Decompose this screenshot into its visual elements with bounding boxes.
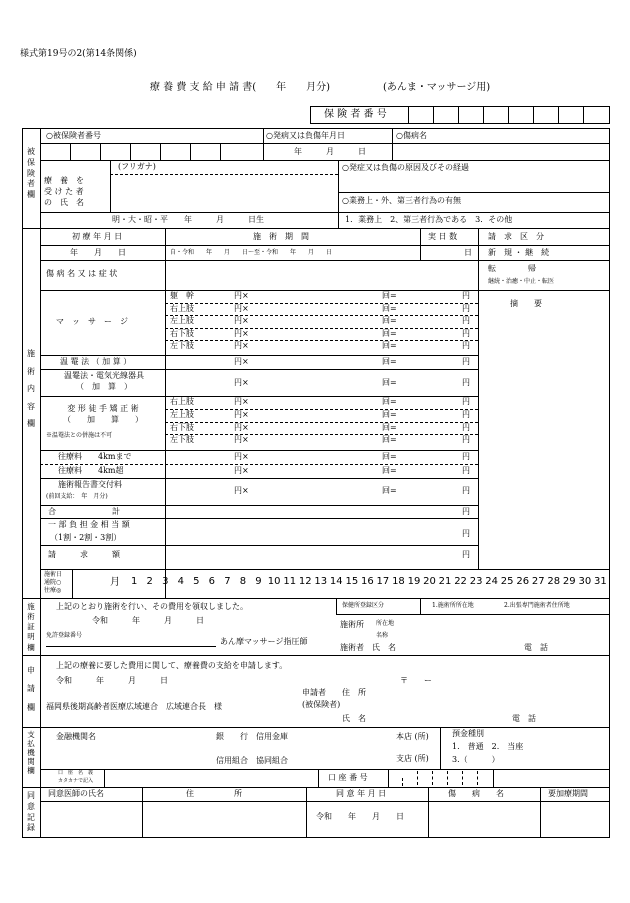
limb-label: 左上肢 — [170, 409, 194, 419]
remarks-label: 摘 要 — [510, 299, 542, 308]
practitioner-title: あん摩マッサージ指圧師 — [220, 637, 308, 646]
day-number[interactable]: 14 — [329, 576, 343, 587]
onset-date-label: ○発病又は負傷年月日 — [266, 131, 345, 140]
day-number[interactable]: 11 — [283, 576, 297, 587]
limb-times[interactable]: 回= — [382, 397, 397, 406]
period-value[interactable]: 自・令和 年 月 日〜至・令和 年 月 日 — [170, 249, 333, 256]
limb-yen-x[interactable]: 円× — [234, 435, 249, 445]
massage-times[interactable]: 回= — [382, 328, 397, 338]
electric-times[interactable]: 回= — [382, 378, 397, 387]
limb-yen: 円 — [462, 435, 470, 445]
day-number[interactable]: 22 — [454, 576, 467, 587]
limb-times[interactable]: 回= — [382, 435, 397, 445]
account-holder-label: 口 座 名 義 — [58, 770, 94, 776]
warm-compress-yen: 円 — [462, 357, 470, 366]
report-times[interactable]: 回= — [382, 486, 397, 495]
limb-label: 右上肢 — [170, 397, 194, 406]
applicant-insured-label: (被保険者) — [302, 700, 341, 709]
report-fee-label: 施術報告書交付料 — [58, 480, 122, 489]
row-divider — [165, 315, 478, 316]
copay-sub[interactable]: （1割・2割・3割） — [50, 533, 122, 542]
treatment-period-label: 要加療期間 — [548, 789, 588, 798]
account-number-label: 口 座 番 号 — [328, 773, 368, 782]
third-party-label: ○業務上・外、第三者行為の有無 — [342, 196, 461, 205]
copay-label: 一 部 負 担 金 相 当 額 — [48, 520, 130, 529]
addressee: 福岡県後期高齢者医療広域連合 広域連合長 様 — [46, 702, 222, 711]
cert-phone-label: 電 話 — [524, 643, 548, 652]
day-number[interactable]: 1 — [131, 576, 138, 587]
warm-compress-yen-x[interactable]: 円× — [234, 357, 249, 366]
treatment-side-label: 施 術 内 容 欄 — [27, 349, 35, 429]
limb-yen: 円 — [462, 422, 470, 432]
massage-part-label: 右上肢 — [170, 303, 194, 313]
massage-yen-x[interactable]: 円× — [234, 316, 249, 326]
day-number[interactable]: 23 — [469, 576, 483, 587]
bank-option[interactable]: 銀 行 — [216, 732, 248, 741]
massage-yen-x[interactable]: 円× — [234, 303, 249, 313]
day-number[interactable]: 29 — [562, 576, 576, 587]
first-date-value[interactable]: 年 月 日 — [70, 248, 126, 257]
massage-label: マ ッ サ ー ジ — [56, 317, 128, 326]
massage-yen: 円 — [462, 341, 470, 351]
cert-text: 上記のとおり施術を行い、その費用を領収しました。 — [56, 602, 248, 611]
day-number[interactable]: 24 — [485, 576, 498, 587]
doctor-address-label: 住 所 — [186, 789, 242, 798]
total-label: 合 計 — [48, 507, 120, 516]
patient-name-label: 療 養 を 受 け た 者 の 氏 名 — [44, 176, 84, 207]
claim-amount-yen: 円 — [462, 550, 470, 559]
outcome-options[interactable]: 継続・治癒・中止・転医 — [488, 278, 555, 285]
limb-times[interactable]: 回= — [382, 422, 397, 432]
furigana-label: (フリガナ) — [118, 162, 156, 171]
clinic-name-label: 名称 — [376, 632, 389, 639]
registration-option-1[interactable]: 1.施術所所在地 — [432, 602, 474, 609]
apply-text: 上記の療養に要した費用に関して、療養費の支給を申請します。 — [56, 661, 288, 670]
practitioner-name-label: 施術者 氏 名 — [340, 643, 396, 652]
outcome-label: 転 帰 — [488, 264, 536, 273]
insured-number-label: ○被保険者番号 — [46, 131, 101, 140]
day-number[interactable]: 20 — [423, 576, 436, 587]
days-unit: 日 — [464, 248, 472, 257]
deposit-type-other[interactable]: 3.（ ） — [452, 755, 500, 764]
massage-yen: 円 — [462, 303, 470, 313]
limb-yen: 円 — [462, 409, 470, 419]
massage-yen-x[interactable]: 円× — [234, 341, 249, 351]
apply-side-label: 申 請 欄 — [27, 666, 35, 712]
deformity-note: ※温罨法との併施は不可 — [46, 432, 113, 439]
form-title-type: (あんま・マッサージ用) — [383, 82, 491, 93]
day-number[interactable]: 28 — [547, 576, 561, 587]
warm-compress-label: 温 罨 法 （ 加 算 ） — [60, 357, 132, 366]
clinic-address-label: 所在地 — [376, 620, 395, 627]
massage-yen-x[interactable]: 円× — [234, 328, 249, 338]
day-number[interactable]: 21 — [438, 576, 452, 587]
day-number[interactable]: 30 — [578, 576, 592, 587]
day-number[interactable]: 17 — [376, 576, 390, 587]
day-number[interactable]: 7 — [224, 576, 231, 587]
license-number-label: 免許登録番号 — [46, 632, 83, 639]
day-number[interactable]: 3 — [162, 576, 169, 587]
row-divider — [165, 328, 478, 329]
apply-date[interactable]: 令和 年 月 日 — [56, 676, 168, 685]
massage-part-label: 左上肢 — [170, 316, 194, 326]
limb-label: 右下肢 — [170, 422, 194, 432]
first-date-label: 初 療 年 月 日 — [72, 232, 123, 241]
house-call-4km-label: 往療料 4kmまで — [58, 452, 132, 461]
birthdate-label[interactable]: 明・大・昭・平 年 月 日生 — [112, 215, 264, 224]
massage-part-label: 躯 幹 — [170, 291, 194, 300]
day-number[interactable]: 12 — [298, 576, 312, 587]
row-divider — [165, 409, 478, 410]
massage-times[interactable]: 回= — [382, 303, 397, 313]
day-number[interactable]: 19 — [407, 576, 421, 587]
insurer-number-label: 保 険 者 番 号 — [324, 109, 387, 120]
house-call-over-yen-x[interactable]: 円× — [234, 466, 249, 475]
consent-injury-label: 傷 病 名 — [448, 789, 504, 798]
deposit-type-label: 預金種別 — [452, 729, 484, 738]
day-number[interactable]: 8 — [239, 576, 247, 587]
day-number[interactable]: 6 — [208, 576, 216, 587]
day-number[interactable]: 13 — [314, 576, 328, 587]
bank-name-label: 金融機関名 — [56, 732, 96, 741]
onset-date-value[interactable]: 年 月 日 — [294, 147, 366, 156]
house-call-4km-yen-x[interactable]: 円× — [234, 452, 249, 461]
day-number[interactable]: 26 — [516, 576, 530, 587]
massage-times[interactable]: 回= — [382, 316, 397, 326]
claim-category-label: 請 求 区 分 — [488, 232, 544, 241]
day-number[interactable]: 18 — [392, 576, 405, 587]
limb-yen: 円 — [462, 397, 470, 406]
day-number[interactable]: 27 — [531, 576, 545, 587]
house-call-4km-times[interactable]: 回= — [382, 452, 397, 461]
treatment-day-label: 施術日 — [44, 571, 63, 578]
month-label: 月 — [110, 577, 120, 588]
bank-side-label: 支 払 機 関 欄 — [27, 730, 35, 775]
massage-yen: 円 — [462, 316, 470, 326]
day-number[interactable]: 5 — [193, 576, 200, 587]
day-number[interactable]: 16 — [361, 576, 374, 587]
applicant-address-label: 申請者 住 所 — [302, 688, 366, 697]
house-call-over-times[interactable]: 回= — [382, 466, 397, 475]
massage-yen: 円 — [462, 291, 470, 300]
clinic-label: 施術所 — [340, 620, 364, 629]
doctor-name-label: 同意医師の氏名 — [48, 789, 104, 798]
house-call-over-label: 往療料 4km超 — [58, 466, 124, 475]
form-title: 療 養 費 支 給 申 請 書( 年 月分) — [150, 82, 331, 93]
form-number: 様式第19号の2(第14条関係) — [20, 49, 137, 59]
apply-phone-label: 電 話 — [512, 714, 536, 723]
warm-compress-times[interactable]: 回= — [382, 357, 397, 366]
massage-part-label: 左下肢 — [170, 341, 194, 351]
day-number[interactable]: 15 — [345, 576, 359, 587]
cert-side-label: 施 術 証 明 欄 — [27, 602, 35, 652]
massage-yen: 円 — [462, 328, 470, 338]
day-number[interactable]: 4 — [177, 576, 184, 587]
shinkin-option[interactable]: 信用金庫 — [256, 732, 288, 741]
limb-yen-x[interactable]: 円× — [234, 409, 249, 419]
day-number[interactable]: 2 — [146, 576, 153, 587]
house-call-day-label: 往療◎ — [44, 587, 62, 594]
row-divider — [165, 340, 478, 341]
applicant-name-label: 氏 名 — [342, 714, 366, 723]
new-continue-option[interactable]: 新 規 ・ 継 続 — [488, 248, 550, 257]
postal-code[interactable]: 〒 ー — [400, 676, 432, 685]
period-label: 施 術 期 間 — [253, 232, 309, 241]
row-divider — [165, 303, 478, 304]
cause-label: ○発症又は負傷の原因及びその経過 — [342, 163, 469, 172]
massage-times[interactable]: 回= — [382, 341, 397, 351]
insured-side-label: 被 保 険 者 欄 — [27, 147, 35, 200]
electric-yen-x[interactable]: 円× — [234, 378, 249, 387]
head-office-option[interactable]: 本店 (所) — [396, 732, 429, 741]
limb-yen-x[interactable]: 円× — [234, 422, 249, 432]
massage-times[interactable]: 回= — [382, 291, 397, 300]
row-divider — [165, 422, 478, 423]
visit-day-label: 通院○ — [44, 579, 62, 586]
report-yen: 円 — [462, 486, 470, 495]
house-call-4km-yen: 円 — [462, 452, 470, 461]
cooperative-option[interactable]: 協同組合 — [256, 756, 288, 765]
limb-label: 左下肢 — [170, 435, 194, 445]
day-number[interactable]: 25 — [500, 576, 514, 587]
branch-option[interactable]: 支店 (所) — [396, 754, 429, 763]
consent-side-label: 同 意 記 録 — [27, 791, 35, 833]
day-number[interactable]: 9 — [255, 576, 262, 587]
day-number[interactable]: 10 — [267, 576, 281, 587]
electric-yen: 円 — [462, 378, 470, 387]
consent-date-value[interactable]: 令和 年 月 日 — [316, 812, 404, 821]
day-number[interactable]: 31 — [594, 576, 607, 587]
deposit-type-options[interactable]: 1. 普通 2. 当座 — [452, 742, 524, 751]
deformity-correction-label: 変 形 徒 手 矯 正 術 （ 加 算 ） — [63, 404, 143, 424]
days-label: 実 日 数 — [428, 232, 458, 241]
registration-option-2[interactable]: 2.出張専門施術者住所地 — [504, 602, 570, 609]
total-yen: 円 — [462, 507, 470, 516]
clinic-registration-label: 保健所登録区分 — [342, 602, 385, 609]
copay-yen: 円 — [462, 529, 470, 538]
massage-part-label: 右下肢 — [170, 328, 194, 338]
massage-yen-x[interactable]: 円× — [234, 291, 249, 300]
third-party-options[interactable]: 1．業務上 2、第三者行為である 3．その他 — [345, 215, 513, 224]
limb-times[interactable]: 回= — [382, 409, 397, 419]
injury-symptom-label: 傷 病 名 又 は 症 状 — [46, 269, 118, 278]
injury-name-label: ○傷病名 — [396, 131, 427, 140]
account-holder-katakana: カタカナで記入 — [58, 778, 94, 784]
house-call-over-yen: 円 — [462, 466, 470, 475]
credit-union-option[interactable]: 信用組合 — [216, 756, 248, 765]
cert-date[interactable]: 令和 年 月 日 — [92, 616, 204, 625]
row-divider — [165, 434, 478, 435]
electric-light-label: 温罨法・電気光線器具 （ 加 算 ） — [64, 371, 144, 391]
report-yen-x[interactable]: 円× — [234, 486, 249, 495]
limb-yen-x[interactable]: 円× — [234, 397, 249, 406]
claim-amount-label: 請 求 額 — [48, 550, 120, 559]
consent-date-label: 同 意 年 月 日 — [336, 789, 387, 798]
report-fee-sub: (前回支給： 年 月分) — [46, 493, 108, 500]
